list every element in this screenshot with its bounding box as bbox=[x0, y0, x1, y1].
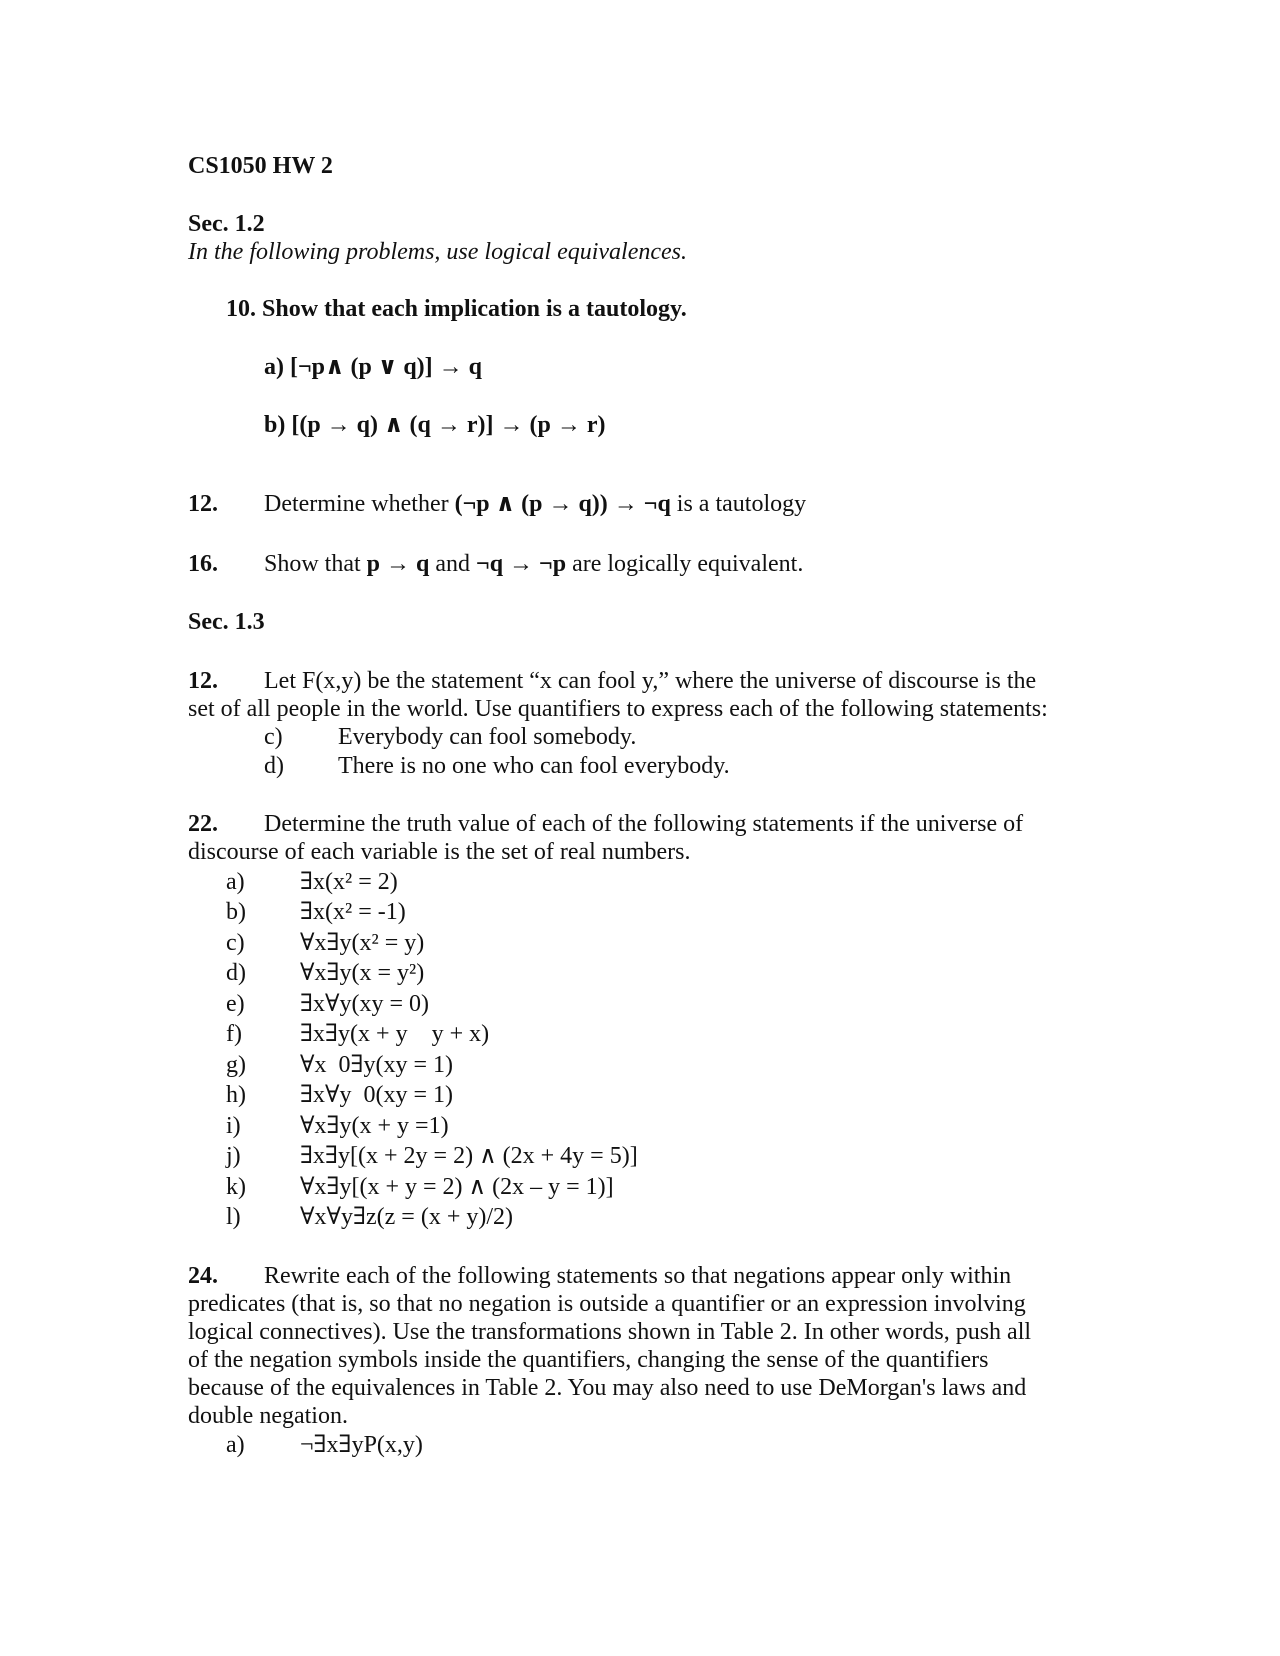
item-text: ∃x(x² = -1) bbox=[300, 899, 406, 925]
problem-text: Let F(x,y) be the statement “x can fool y,” where the universe of discourse is the bbox=[264, 668, 1037, 694]
item-label: b) bbox=[226, 899, 246, 925]
paragraph-line: of the negation symbols inside the quantifiers, changing the sense of the quantifiers bbox=[188, 1347, 989, 1373]
item-text: ∀x∀y∃z(z = (x + y)/2) bbox=[300, 1204, 513, 1230]
item-label: e) bbox=[226, 991, 245, 1017]
problem-text: Determine the truth value of each of the following statements if the universe of bbox=[264, 811, 1024, 837]
item-label: d) bbox=[226, 960, 246, 986]
paragraph-line: double negation. bbox=[188, 1403, 348, 1429]
paragraph-line: predicates (that is, so that no negation is outside a quantifier or an expression involving bbox=[188, 1291, 1026, 1317]
item-label: g) bbox=[226, 1052, 246, 1078]
problem-text: Rewrite each of the following statements so that negations appear only within bbox=[264, 1263, 1012, 1289]
item-text: ∀x 0∃y(xy = 1) bbox=[300, 1052, 454, 1078]
item-label: f) bbox=[226, 1021, 242, 1047]
item-label: a) bbox=[226, 869, 245, 895]
problem-text bbox=[264, 490, 806, 518]
problem-number: 16. bbox=[188, 551, 218, 577]
problem-10-title: 10. Show that each implication is a tautology. bbox=[226, 296, 687, 322]
item-text: ∀x∃y(x + y =1) bbox=[300, 1113, 449, 1139]
paragraph-line: logical connectives). Use the transformations shown in Table 2. In other words, push all bbox=[188, 1319, 1032, 1345]
item-text: ∀x∃y[(x + y = 2) ∧ (2x – y = 1)] bbox=[300, 1174, 614, 1200]
problem-number: 24. bbox=[188, 1263, 218, 1289]
logic-expression-2: ¬q → ¬p bbox=[476, 551, 567, 577]
text-middle: and bbox=[429, 551, 477, 577]
section-heading-1-3: Sec. 1.3 bbox=[188, 609, 265, 635]
item-text: ∃x∃y(x + y y + x) bbox=[300, 1021, 490, 1047]
item-label: j) bbox=[226, 1143, 241, 1169]
problem-text bbox=[264, 550, 803, 578]
item-text: Everybody can fool somebody. bbox=[338, 724, 637, 750]
item-text: ∃x(x² = 2) bbox=[300, 869, 398, 895]
item-text: ∀x∃y(x = y²) bbox=[300, 960, 425, 986]
item-label: k) bbox=[226, 1174, 246, 1200]
item-label: d) bbox=[264, 753, 284, 779]
item-label: l) bbox=[226, 1204, 241, 1230]
text-suffix: is a tautology bbox=[670, 491, 807, 517]
item-label: a) bbox=[226, 1432, 245, 1458]
logic-expression: (¬p ∧ (p → q)) → ¬q bbox=[454, 491, 671, 517]
item-text: ∀x∃y(x² = y) bbox=[300, 930, 425, 956]
item-text: ∃x∃y[(x + 2y = 2) ∧ (2x + 4y = 5)] bbox=[300, 1143, 638, 1169]
item-text: ∃x∀y 0(xy = 1) bbox=[300, 1082, 454, 1108]
item-label: i) bbox=[226, 1113, 241, 1139]
problem-number: 22. bbox=[188, 811, 218, 837]
text-prefix: Show that bbox=[264, 551, 367, 577]
problem-12-sec13-line2: set of all people in the world. Use quantifiers to express each of the following statements: bbox=[188, 696, 1048, 722]
problem-number: 12. bbox=[188, 668, 218, 694]
item-text: ∃x∀y(xy = 0) bbox=[300, 991, 430, 1017]
document-title: CS1050 HW 2 bbox=[188, 153, 333, 179]
text-prefix: Determine whether bbox=[264, 491, 455, 517]
problem-22-line2: discourse of each variable is the set of real numbers. bbox=[188, 839, 691, 865]
item-label: c) bbox=[264, 724, 283, 750]
item-label: c) bbox=[226, 930, 245, 956]
item-label: h) bbox=[226, 1082, 246, 1108]
section-instruction: In the following problems, use logical equivalences. bbox=[188, 239, 688, 265]
paragraph-line: because of the equivalences in Table 2. You may also need to use DeMorgan's laws and bbox=[188, 1375, 1027, 1401]
item-text: There is no one who can fool everybody. bbox=[338, 753, 730, 779]
problem-10-part-b: b) [(p → q) ∧ (q → r)] → (p → r) bbox=[264, 412, 606, 438]
problem-number: 12. bbox=[188, 491, 218, 517]
text-suffix: are logically equivalent. bbox=[566, 551, 804, 577]
item-text: ¬∃x∃yP(x,y) bbox=[300, 1432, 423, 1458]
section-heading-1-2: Sec. 1.2 bbox=[188, 211, 265, 237]
problem-10-part-a: a) [¬p∧ (p ∨ q)] → q bbox=[264, 354, 483, 380]
logic-expression-1: p → q bbox=[366, 551, 430, 577]
